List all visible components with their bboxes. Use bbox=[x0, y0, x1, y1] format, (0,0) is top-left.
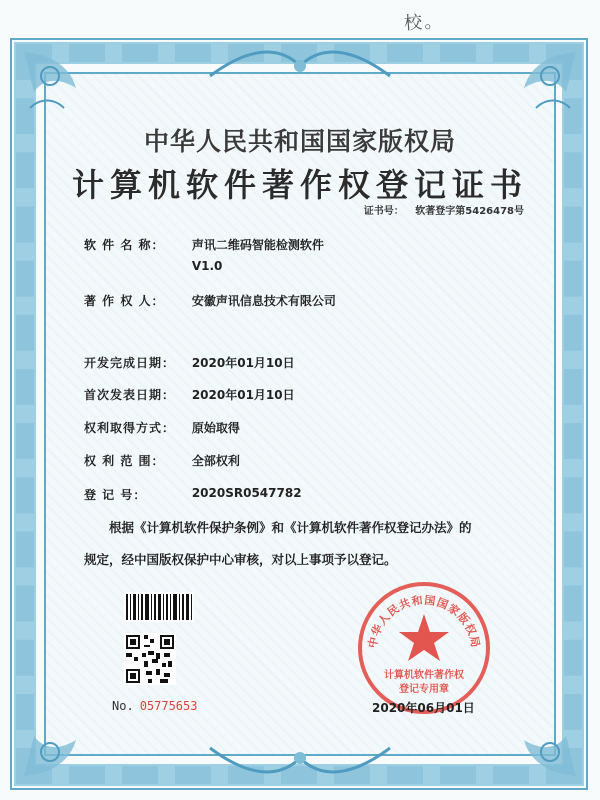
certificate-number bbox=[364, 202, 524, 217]
statement-line: 根据《计算机软件保护条例》和《计算机软件著作权登记办法》的 bbox=[109, 520, 472, 535]
field-scope-of-rights bbox=[84, 452, 240, 469]
issue-date: 2020年06月01日 bbox=[372, 701, 475, 715]
statement-line: 规定，经中国版权保护中心审核，对以上事项予以登记。 bbox=[84, 552, 397, 567]
barcode-image bbox=[124, 592, 194, 622]
certificate-title: 计算机软件著作权登记证书 bbox=[71, 166, 528, 204]
corner-ornament bbox=[20, 48, 100, 128]
field-label: 首次发表日期： bbox=[84, 388, 176, 402]
field-label: 登 记 号： bbox=[84, 488, 147, 502]
field-label: 开发完成日期： bbox=[84, 356, 176, 370]
field-dev-completion-date bbox=[84, 354, 295, 371]
field-value: 2020SR0547782 bbox=[191, 486, 302, 500]
field-label: 软 件 名 称： bbox=[84, 238, 165, 252]
serial-value: 05775653 bbox=[139, 699, 198, 713]
field-value: 2020年01月10日 bbox=[191, 356, 295, 370]
seal-outer-text: 中华人民共和国国家版权局 bbox=[365, 593, 483, 650]
certificate-number-value: 软著登字第5426478号 bbox=[415, 206, 524, 217]
software-name-value: 声讯二维码智能检测软件 bbox=[191, 238, 324, 252]
corner-ornament bbox=[500, 700, 580, 780]
field-value bbox=[192, 236, 324, 273]
handwritten-note: 校。 bbox=[403, 10, 445, 35]
field-value: 2020年01月10日 bbox=[191, 388, 295, 402]
field-acquisition-method bbox=[84, 419, 240, 436]
field-label: 著 作 权 人： bbox=[84, 294, 165, 308]
top-ornament bbox=[200, 46, 400, 86]
certificate-number-label: 证书号： bbox=[363, 206, 404, 217]
official-seal bbox=[354, 578, 494, 718]
field-copyright-owner bbox=[84, 292, 336, 309]
field-value: 全部权利 bbox=[191, 454, 240, 468]
field-first-publication-date bbox=[84, 386, 295, 403]
corner-ornament bbox=[500, 48, 580, 128]
bottom-ornament bbox=[200, 738, 400, 778]
corner-ornament bbox=[20, 700, 100, 780]
seal-inner-line1: 计算机软件著作权 bbox=[384, 670, 464, 681]
software-version-value: V1.0 bbox=[191, 259, 223, 273]
qr-code-image bbox=[124, 633, 176, 685]
seal-inner-line2: 登记专用章 bbox=[399, 684, 449, 695]
issuing-authority-title: 中华人民共和国国家版权局 bbox=[143, 127, 456, 156]
field-registration-number bbox=[84, 486, 302, 503]
serial-prefix: No. bbox=[112, 699, 134, 713]
field-software-name bbox=[84, 236, 324, 273]
field-value: 原始取得 bbox=[191, 421, 240, 435]
field-label: 权 利 范 围： bbox=[84, 454, 165, 468]
field-label: 权利取得方式： bbox=[84, 421, 176, 435]
field-value: 安徽声讯信息技术有限公司 bbox=[191, 294, 336, 308]
serial-number bbox=[112, 699, 197, 713]
statement-text bbox=[84, 512, 524, 576]
